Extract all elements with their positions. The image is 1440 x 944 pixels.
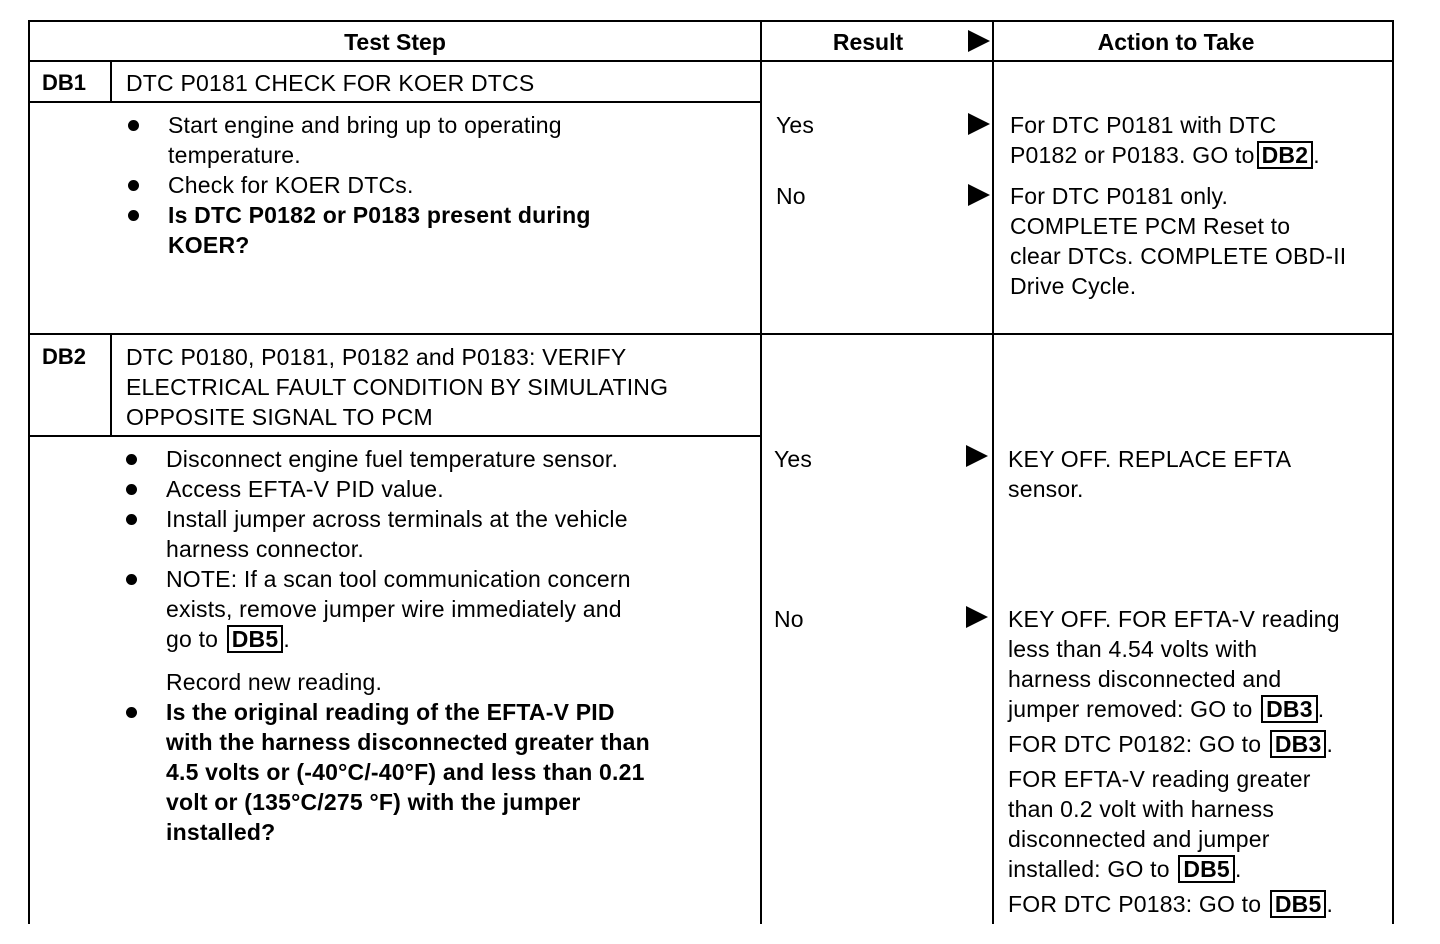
db5-reference-link[interactable]: DB5 bbox=[227, 625, 284, 653]
db2-no-action-2: less than 4.54 volts with bbox=[1008, 636, 1258, 662]
db1-no-action-1: For DTC P0181 only. bbox=[1010, 183, 1229, 209]
db2-question-1: Is the original reading of the EFTA-V PID bbox=[166, 699, 615, 725]
header-result: Result bbox=[832, 29, 904, 55]
action-column-left-border bbox=[992, 20, 994, 924]
db2-note-2: exists, remove jumper wire immediately and bbox=[166, 596, 622, 622]
db2-no-action-4: jumper removed: GO to DB3 . bbox=[1008, 696, 1325, 722]
db2-question-5: installed? bbox=[166, 819, 276, 845]
header-test-step: Test Step bbox=[344, 29, 446, 55]
table-left-border bbox=[28, 20, 30, 924]
db2-note-1: NOTE: If a scan tool communication concern bbox=[166, 566, 631, 592]
code-column-divider-db2 bbox=[110, 335, 112, 436]
bullet-icon bbox=[126, 574, 137, 585]
db2-no-action-10: FOR DTC P0183: GO to DB5 . bbox=[1008, 891, 1334, 917]
db1-result-yes: Yes bbox=[776, 112, 815, 138]
db2-yes-action-1: KEY OFF. REPLACE EFTA bbox=[1008, 446, 1292, 472]
db5-reference-link[interactable]: DB5 bbox=[1178, 855, 1235, 883]
db2-step-code: DB2 bbox=[42, 344, 87, 369]
db1-yes-action: For DTC P0181 with DTC bbox=[1010, 112, 1277, 138]
bullet-icon bbox=[126, 454, 137, 465]
db2-no-action-3: harness disconnected and bbox=[1008, 666, 1282, 692]
arrow-right-icon bbox=[968, 184, 990, 206]
db1-result-no: No bbox=[776, 183, 806, 209]
db1-step-1-cont: temperature. bbox=[168, 142, 301, 168]
db2-no-action-6: FOR EFTA-V reading greater bbox=[1008, 766, 1311, 792]
db2-title-2: ELECTRICAL FAULT CONDITION BY SIMULATING bbox=[126, 374, 669, 400]
db2-step-2: Access EFTA-V PID value. bbox=[166, 476, 444, 502]
db2-yes-action-2: sensor. bbox=[1008, 476, 1084, 502]
header-action: Action to Take bbox=[1097, 29, 1255, 55]
db2-step-3: Install jumper across terminals at the vehicle bbox=[166, 506, 628, 532]
db2-result-no: No bbox=[774, 606, 804, 632]
table-right-border bbox=[1392, 20, 1394, 924]
header-bottom-border bbox=[28, 60, 1394, 62]
db1-no-action-4: Drive Cycle. bbox=[1010, 273, 1137, 299]
bullet-icon bbox=[128, 180, 139, 191]
db1-step-2: Check for KOER DTCs. bbox=[168, 172, 414, 198]
db2-no-action-7: than 0.2 volt with harness bbox=[1008, 796, 1275, 822]
db2-step-1: Disconnect engine fuel temperature sensor. bbox=[166, 446, 619, 472]
db2-no-action-8: disconnected and jumper bbox=[1008, 826, 1270, 852]
db2-question-3: 4.5 volts or (-40°C/-40°F) and less than 0.21 bbox=[166, 759, 645, 785]
db3-reference-link[interactable]: DB3 bbox=[1270, 730, 1327, 758]
db2-title-underline bbox=[28, 435, 760, 437]
bullet-icon bbox=[128, 120, 139, 131]
db1-yes-action-cont: P0182 or P0183. GO to DB2 . bbox=[1010, 142, 1320, 168]
db2-reference-link[interactable]: DB2 bbox=[1257, 141, 1314, 169]
db2-no-action-5: FOR DTC P0182: GO to DB3 . bbox=[1008, 731, 1334, 757]
code-column-divider-db1 bbox=[110, 60, 112, 102]
bullet-icon bbox=[128, 210, 139, 221]
db1-step-1: Start engine and bring up to operating bbox=[168, 112, 562, 138]
db2-title-1: DTC P0180, P0181, P0182 and P0183: VERIFY bbox=[126, 344, 627, 370]
db2-no-action-9: installed: GO to DB5 . bbox=[1008, 856, 1242, 882]
db1-title: DTC P0181 CHECK FOR KOER DTCS bbox=[126, 70, 535, 96]
arrow-right-icon bbox=[968, 113, 990, 135]
bullet-icon bbox=[126, 484, 137, 495]
db2-question-4: volt or (135°C/275 °F) with the jumper bbox=[166, 789, 581, 815]
bullet-icon bbox=[126, 707, 137, 718]
db2-title-3: OPPOSITE SIGNAL TO PCM bbox=[126, 404, 433, 430]
db5-reference-link[interactable]: DB5 bbox=[1270, 890, 1327, 918]
result-column-left-border bbox=[760, 20, 762, 924]
db1-no-action-2: COMPLETE PCM Reset to bbox=[1010, 213, 1291, 239]
db1-step-code: DB1 bbox=[42, 70, 87, 95]
table-top-border bbox=[28, 20, 1394, 22]
db2-step-3-cont: harness connector. bbox=[166, 536, 364, 562]
arrow-right-icon bbox=[966, 445, 988, 467]
db1-title-underline bbox=[28, 101, 760, 103]
db2-record-reading: Record new reading. bbox=[166, 669, 383, 695]
db2-result-yes: Yes bbox=[774, 446, 813, 472]
bullet-icon bbox=[126, 514, 137, 525]
db2-no-action-1: KEY OFF. FOR EFTA-V reading bbox=[1008, 606, 1340, 632]
db1-question-cont: KOER? bbox=[168, 232, 250, 258]
db1-no-action-3: clear DTCs. COMPLETE OBD-II bbox=[1010, 243, 1347, 269]
db3-reference-link[interactable]: DB3 bbox=[1261, 695, 1318, 723]
header-arrow-icon bbox=[968, 30, 990, 52]
db1-question: Is DTC P0182 or P0183 present during bbox=[168, 202, 591, 228]
db1-bottom-border bbox=[28, 333, 1394, 335]
db2-note-3: go to DB5 . bbox=[166, 626, 290, 652]
arrow-right-icon bbox=[966, 606, 988, 628]
db2-question-2: with the harness disconnected greater than bbox=[166, 729, 650, 755]
